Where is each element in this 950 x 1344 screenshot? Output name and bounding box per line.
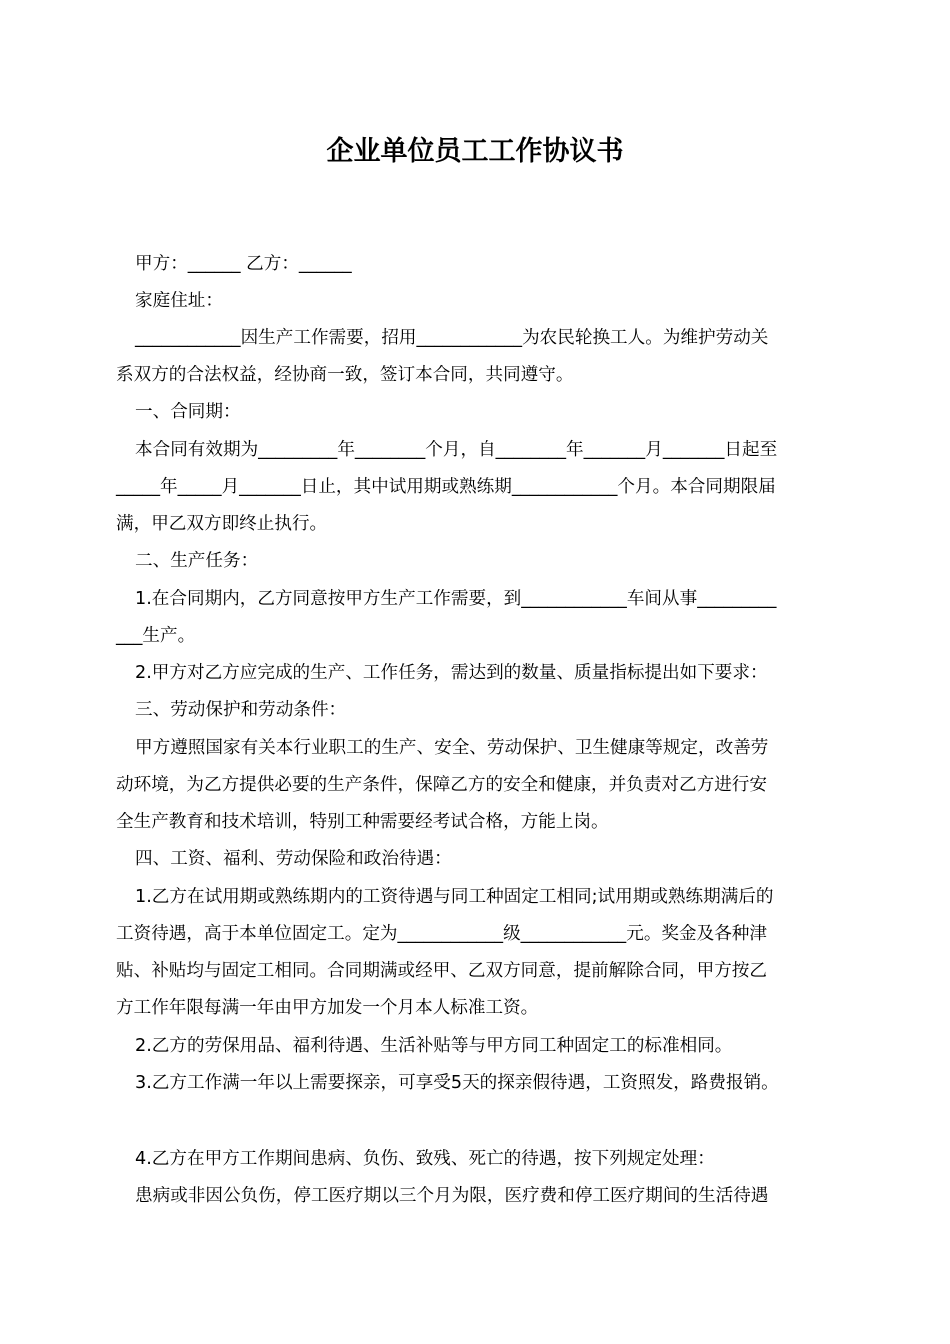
clause-line: 3.乙方工作满一年以上需要探亲，可享受5天的探亲假待遇，工资照发，路费报销。 (135, 1073, 779, 1093)
paragraph-line: 系双方的合法权益，经协商一致，签订本合同，共同遵守。 (116, 365, 574, 385)
section-heading: 三、劳动保护和劳动条件： (135, 700, 347, 720)
paragraph-line: _____年_____月_______日止，其中试用期或熟练期____________个月。本合同期限届 (116, 477, 776, 497)
paragraph-line: 全生产教育和技术培训，特别工种需要经考试合格，方能上岗。 (116, 812, 609, 832)
paragraph-line: ____________因生产工作需要，招用____________为农民轮换工人。为维护劳动关 (135, 328, 769, 348)
clause-line: 工资待遇，高于本单位固定工。定为____________级____________元。奖金及各种津 (116, 924, 767, 944)
clause-line: 1.在合同期内，乙方同意按甲方生产工作需要，到____________车间从事_________ (135, 589, 777, 609)
party-line: 甲方：______ 乙方：______ (135, 254, 352, 274)
clause-line: 2.乙方的劳保用品、福利待遇、生活补贴等与甲方同工种固定工的标准相同。 (135, 1036, 733, 1056)
clause-line: 2.甲方对乙方应完成的生产、工作任务，需达到的数量、质量指标提出如下要求： (135, 663, 768, 683)
paragraph-line: 满，甲乙双方即终止执行。 (116, 514, 328, 534)
section-heading: 二、生产任务： (135, 551, 259, 571)
address-line: 家庭住址： (135, 291, 223, 311)
clause-line: 1.乙方在试用期或熟练期内的工资待遇与同工种固定工相同;试用期或熟练期满后的 (135, 887, 774, 907)
section-heading: 一、合同期： (135, 402, 241, 422)
paragraph-line: 动环境，为乙方提供必要的生产条件，保障乙方的安全和健康，并负责对乙方进行安 (116, 775, 767, 795)
section-heading: 四、工资、福利、劳动保险和政治待遇： (135, 849, 452, 869)
document-title: 企业单位员工工作协议书 (326, 136, 624, 167)
clause-line: 贴、补贴均与固定工相同。合同期满或经甲、乙双方同意，提前解除合同，甲方按乙 (116, 961, 767, 981)
paragraph-line: 患病或非因公负伤，停工医疗期以三个月为限，医疗费和停工医疗期间的生活待遇 (135, 1186, 769, 1206)
clause-line: 4.乙方在甲方工作期间患病、负伤、致残、死亡的待遇，按下列规定处理： (135, 1149, 715, 1169)
clause-line: ___生产。 (116, 626, 196, 646)
paragraph-line: 本合同有效期为_________年________个月，自________年_______月_______日起至 (135, 440, 778, 460)
paragraph-line: 甲方遵照国家有关本行业职工的生产、安全、劳动保护、卫生健康等规定，改善劳 (135, 738, 769, 758)
clause-line: 方工作年限每满一年由甲方加发一个月本人标准工资。 (116, 998, 539, 1018)
